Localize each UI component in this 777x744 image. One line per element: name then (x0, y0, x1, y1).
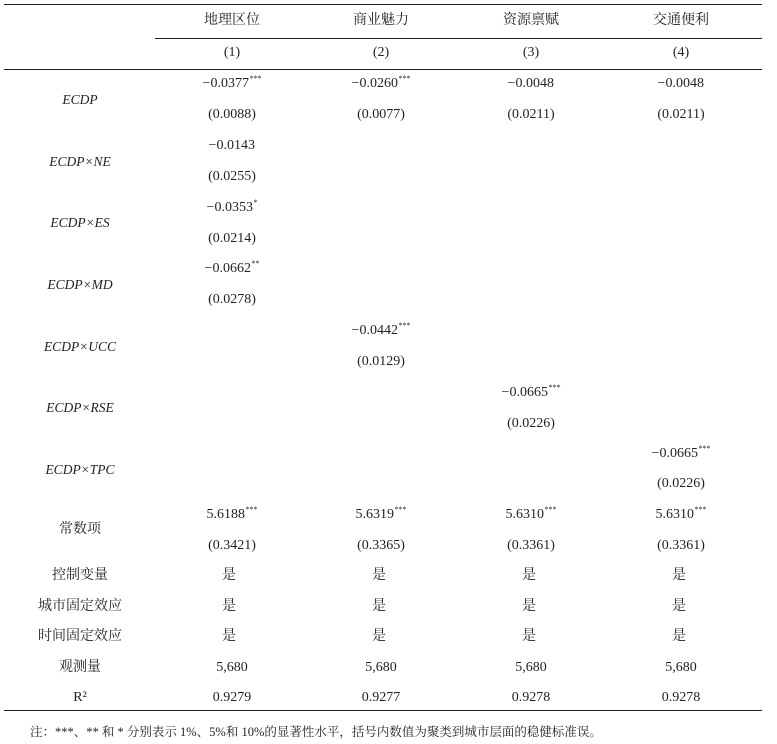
se-ecdp-rse: (0.0226) (507, 416, 555, 431)
r-squared-2: 0.9277 (361, 690, 401, 705)
coef-ecdp-ne: −0.0143 (208, 138, 255, 153)
coef-ecdp-2: −0.0260*** (351, 74, 411, 91)
coef-ecdp-3: −0.0048 (507, 76, 554, 91)
observations-1: 5,680 (216, 660, 248, 675)
col-2-number: (2) (372, 45, 390, 60)
se-constant-4: (0.3361) (657, 538, 705, 553)
row-label-ecdp-ucc: ECDP×UCC (43, 339, 117, 354)
coef-ecdp-ucc: −0.0442*** (351, 321, 411, 338)
row-label-city-fe: 城市固定效应 (38, 599, 122, 614)
col-4-title: 交通便利 (653, 13, 709, 28)
controls-1: 是 (222, 568, 236, 583)
se-ecdp-2: (0.0077) (357, 107, 405, 122)
controls-4: 是 (672, 568, 686, 583)
se-constant-3: (0.3361) (507, 538, 555, 553)
col-2-title: 商业魅力 (353, 13, 409, 28)
coef-constant-3: 5.6310*** (505, 505, 557, 522)
coef-ecdp-rse: −0.0665*** (501, 383, 561, 400)
se-ecdp-tpc: (0.0226) (657, 476, 705, 491)
se-constant-2: (0.3365) (357, 538, 405, 553)
table-bottom-rule (4, 710, 762, 711)
time-fe-2: 是 (372, 629, 386, 644)
row-label-ecdp-ne: ECDP×NE (49, 154, 111, 169)
row-label-controls: 控制变量 (52, 568, 108, 583)
coef-ecdp-4: −0.0048 (657, 76, 704, 91)
col-4-number: (4) (672, 45, 690, 60)
city-fe-1: 是 (222, 599, 236, 614)
col-1-number: (1) (223, 45, 241, 60)
row-label-ecdp-rse: ECDP×RSE (46, 400, 114, 415)
coef-constant-1: 5.6188*** (206, 505, 258, 522)
time-fe-4: 是 (672, 629, 686, 644)
row-label-ecdp-md: ECDP×MD (47, 277, 113, 292)
se-ecdp-ne: (0.0255) (208, 169, 256, 184)
observations-2: 5,680 (365, 660, 397, 675)
coef-ecdp-md: −0.0662** (204, 259, 260, 276)
coef-constant-4: 5.6310*** (655, 505, 707, 522)
row-label-observations: 观测量 (59, 660, 101, 675)
se-ecdp-4: (0.0211) (657, 107, 705, 122)
row-label-ecdp-tpc: ECDP×TPC (45, 462, 115, 477)
se-ecdp-3: (0.0211) (507, 107, 555, 122)
col-3-number: (3) (522, 45, 540, 60)
se-ecdp-1: (0.0088) (208, 107, 256, 122)
row-label-r-squared: R² (73, 690, 87, 705)
coef-constant-2: 5.6319*** (355, 505, 407, 522)
row-label-ecdp-es: ECDP×ES (50, 215, 110, 230)
coef-ecdp-tpc: −0.0665*** (651, 444, 711, 461)
r-squared-4: 0.9278 (661, 690, 701, 705)
city-fe-3: 是 (522, 599, 536, 614)
table-top-rule (4, 4, 762, 5)
row-label-ecdp: ECDP (62, 92, 98, 107)
observations-3: 5,680 (515, 660, 547, 675)
header-bottom-rule (4, 69, 762, 70)
r-squared-3: 0.9278 (511, 690, 551, 705)
row-label-time-fe: 时间固定效应 (38, 629, 122, 644)
controls-2: 是 (372, 568, 386, 583)
time-fe-3: 是 (522, 629, 536, 644)
observations-4: 5,680 (665, 660, 697, 675)
r-squared-1: 0.9279 (212, 690, 252, 705)
col-1-title: 地理区位 (204, 13, 260, 28)
controls-3: 是 (522, 568, 536, 583)
table-note: 注：***、** 和 * 分别表示 1%、5%和 10%的显著性水平，括号内数值为聚类到城市层面的稳健标准误。 (30, 725, 602, 739)
se-ecdp-ucc: (0.0129) (357, 354, 405, 369)
time-fe-1: 是 (222, 629, 236, 644)
city-fe-4: 是 (672, 599, 686, 614)
col-3-title: 资源禀赋 (503, 13, 559, 28)
se-ecdp-es: (0.0214) (208, 231, 256, 246)
row-label-constant: 常数项 (59, 522, 101, 537)
se-constant-1: (0.3421) (208, 538, 256, 553)
header-underline-rule (155, 38, 762, 39)
coef-ecdp-1: −0.0377*** (202, 74, 262, 91)
city-fe-2: 是 (372, 599, 386, 614)
coef-ecdp-es: −0.0353* (206, 198, 258, 215)
se-ecdp-md: (0.0278) (208, 292, 256, 307)
